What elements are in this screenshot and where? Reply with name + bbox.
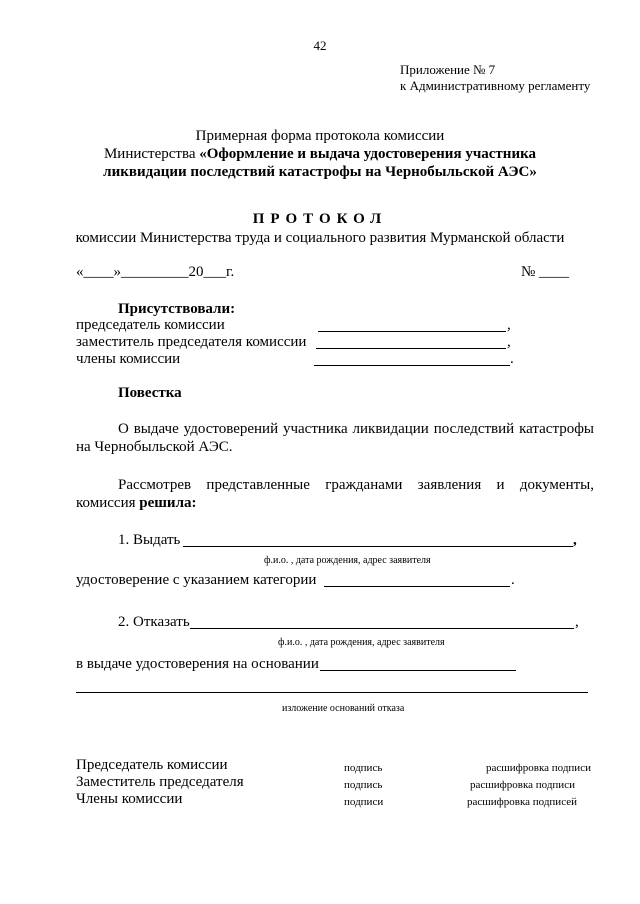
decision-bold: решила: [139,495,197,511]
item1-label: 1. Выдать [118,532,181,548]
chairman-comma: , [507,317,511,333]
item2-label: 2. Отказать [118,614,190,630]
form-title-line2 [0,146,640,163]
form-title-line3: ликвидации последствий катастрофы на Чернобыльской АЭС» [103,164,537,180]
item2-basis-line [320,670,516,671]
protocol-subheading: комиссии Министерства труда и социального развития Мурманской области [75,230,565,246]
item1-comma: , [573,532,577,548]
protocol-date: «____»_________20___г. [76,264,235,280]
agenda-text-line2: на Чернобыльской АЭС. [76,439,233,455]
chairman-blank-line [318,331,506,332]
page-number: 42 [313,38,327,53]
appendix-line2: к Административному регламенту [400,78,591,93]
protocol-heading: ПРОТОКОЛ [252,211,388,227]
item1-category-line [324,586,510,587]
present-heading: Присутствовали: [118,301,236,317]
sig-members-sign: подписи [344,796,384,808]
agenda-heading: Повестка [118,385,182,401]
deputy-comma: , [507,334,511,350]
sig-deputy-decode: расшифровка подписи [470,779,575,791]
protocol-number: № ____ [521,264,570,280]
item2-blank-line [190,628,574,629]
item2-reason-caption: изложение оснований отказа [282,703,405,714]
decision-prefix: комиссия [76,495,140,511]
item2-basis-text: в выдаче удостоверения на основании [76,656,319,672]
form-title-bold: «Оформление и выдача удостоверения участника [199,146,537,162]
present-deputy-label: заместитель председателя комиссии [76,334,307,350]
members-blank-line [314,365,510,366]
item1-blank-line [183,546,573,547]
sig-chairman-role: Председатель комиссии [76,757,228,773]
sig-members-role: Члены комиссии [76,791,183,807]
sig-deputy-role: Заместитель председателя [76,774,244,790]
item1-cert-text: удостоверение с указанием категории [76,572,317,588]
present-members-label: члены комиссии [76,351,181,367]
appendix-line1: Приложение № 7 [400,62,496,77]
item2-reason-line [76,692,588,693]
sig-members-decode: расшифровка подписей [467,796,577,808]
item2-comma: , [575,614,579,630]
form-title-prefix: Министерства [103,146,200,162]
sig-chairman-sign: подпись [344,762,383,774]
members-period: . [510,351,514,367]
deputy-blank-line [316,348,506,349]
item1-caption: ф.и.о. , дата рождения, адрес заявителя [264,555,431,566]
present-chairman-label: председатель комиссии [76,317,225,333]
form-title-line1: Примерная форма протокола комиссии [195,128,445,144]
decision-line1: Рассмотрев представленные гражданами заявления и документы, [118,477,594,493]
item1-period: . [511,572,515,588]
decision-line2 [76,495,196,512]
sig-deputy-sign: подпись [344,779,383,791]
agenda-text-line1: О выдаче удостоверений участника ликвидации последствий катастрофы [118,421,594,437]
sig-chairman-decode: расшифровка подписи [486,762,591,774]
item2-caption: ф.и.о. , дата рождения, адрес заявителя [278,637,445,648]
